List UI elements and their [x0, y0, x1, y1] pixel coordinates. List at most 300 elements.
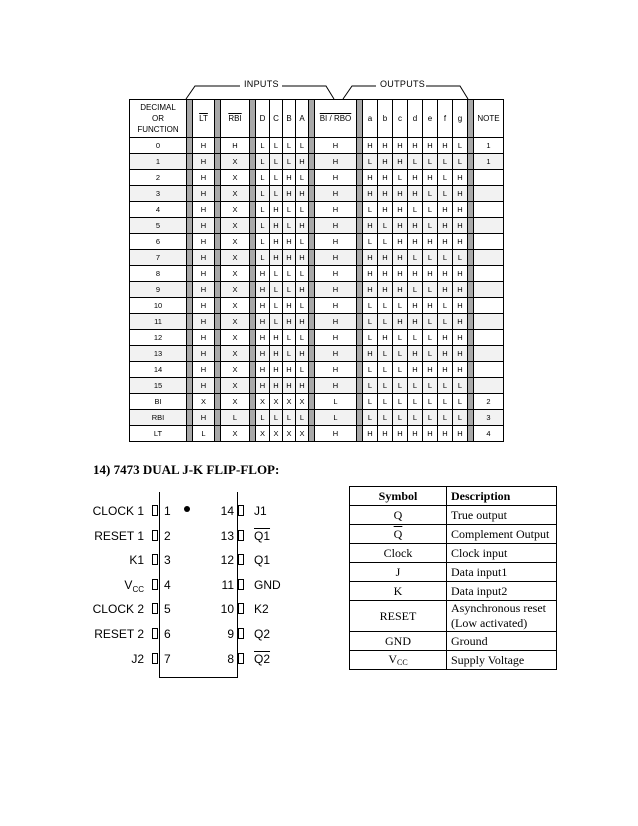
cell-note	[474, 234, 504, 250]
table-row	[130, 314, 504, 330]
cell-g-out: H	[453, 266, 468, 282]
cell-c: H	[270, 250, 283, 266]
cell-g-out: L	[453, 154, 468, 170]
cell-c: X	[270, 394, 283, 410]
cell-b: L	[283, 138, 296, 154]
cell-rbi: X	[221, 154, 250, 170]
cell-lt: H	[193, 234, 215, 250]
table-row	[130, 154, 504, 170]
cell-rbi: X	[221, 266, 250, 282]
cell-c: L	[270, 154, 283, 170]
description-cell: Ground	[447, 632, 557, 651]
col-decimal-header	[130, 100, 187, 138]
cell-d-out: H	[408, 234, 423, 250]
cell-e-out: L	[423, 250, 438, 266]
cell-b-out: L	[378, 234, 393, 250]
cell-c-out: H	[393, 266, 408, 282]
cell-a: L	[296, 298, 309, 314]
cell-c-out: L	[393, 346, 408, 362]
cell-c-out: L	[393, 330, 408, 346]
cell-d: X	[256, 426, 270, 442]
cell-rbi: L	[221, 410, 250, 426]
cell-c: H	[270, 330, 283, 346]
cell-g-out: H	[453, 170, 468, 186]
col-e-out-header: e	[423, 100, 438, 138]
cell-d-out: H	[408, 362, 423, 378]
symbol-cell	[350, 563, 447, 582]
col-a-header: A	[296, 100, 309, 138]
cell-decimal: 4	[130, 202, 187, 218]
cell-a-out: H	[363, 186, 378, 202]
description-cell: Data input1	[447, 563, 557, 582]
cell-f-out: L	[438, 298, 453, 314]
cell-e-out: L	[423, 378, 438, 394]
cell-a-out: L	[363, 314, 378, 330]
cell-c: H	[270, 362, 283, 378]
cell-b: L	[283, 202, 296, 218]
cell-c: L	[270, 138, 283, 154]
cell-d: H	[256, 362, 270, 378]
cell-b: L	[283, 154, 296, 170]
cell-a-out: H	[363, 266, 378, 282]
cell-f-out: L	[438, 170, 453, 186]
table-row	[130, 394, 504, 410]
cell-b-out: H	[378, 186, 393, 202]
cell-c-out: H	[393, 186, 408, 202]
cell-d: H	[256, 378, 270, 394]
cell-d-out: H	[408, 314, 423, 330]
cell-g-out: H	[453, 298, 468, 314]
cell-lt: H	[193, 202, 215, 218]
cell-note: 4	[474, 426, 504, 442]
table-row	[350, 544, 557, 563]
cell-bi-rbo: H	[315, 330, 357, 346]
pin-lead	[238, 653, 244, 664]
cell-g-out: L	[453, 410, 468, 426]
cell-e-out: L	[423, 202, 438, 218]
cell-a-out: H	[363, 218, 378, 234]
cell-d: L	[256, 170, 270, 186]
cell-a-out: H	[363, 250, 378, 266]
section-heading: 14) 7473 DUAL J-K FLIP-FLOP:	[93, 462, 280, 477]
cell-f-out: L	[438, 394, 453, 410]
cell-c-out: H	[393, 282, 408, 298]
table-row	[130, 266, 504, 282]
table-row	[350, 525, 557, 544]
pin-lead	[238, 530, 244, 541]
io-group-brackets	[0, 0, 638, 100]
cell-a: L	[296, 330, 309, 346]
pin-name-text: CLOCK 2	[92, 602, 144, 617]
cell-note	[474, 330, 504, 346]
cell-bi-rbo: H	[315, 378, 357, 394]
table-row	[130, 234, 504, 250]
pin-name-text: RESET 1	[94, 528, 144, 543]
cell-rbi: H	[221, 138, 250, 154]
cell-b-out: H	[378, 250, 393, 266]
cell-a: H	[296, 154, 309, 170]
cell-f-out: H	[438, 426, 453, 442]
cell-a: X	[296, 426, 309, 442]
cell-a-out: L	[363, 298, 378, 314]
cell-d-out: H	[408, 186, 423, 202]
cell-d: L	[256, 234, 270, 250]
cell-bi-rbo: H	[315, 282, 357, 298]
cell-g-out: H	[453, 362, 468, 378]
cell-note: 2	[474, 394, 504, 410]
cell-decimal: BI	[130, 394, 187, 410]
pin-lead	[238, 554, 244, 565]
cell-d: L	[256, 138, 270, 154]
description-cell: Clock input	[447, 544, 557, 563]
pin-number: 4	[164, 577, 171, 592]
cell-d-out: L	[408, 202, 423, 218]
cell-b: L	[283, 218, 296, 234]
cell-b-out: H	[378, 138, 393, 154]
cell-b-out: L	[378, 378, 393, 394]
cell-d-out: L	[408, 378, 423, 394]
cell-rbi: X	[221, 394, 250, 410]
cell-b-out: H	[378, 154, 393, 170]
cell-a-out: L	[363, 330, 378, 346]
symbol-subscript: CC	[397, 658, 408, 667]
pin-name-text: CLOCK 1	[92, 504, 144, 518]
cell-a-out: L	[363, 362, 378, 378]
cell-note	[474, 186, 504, 202]
table-row	[130, 426, 504, 442]
pin-number: 6	[164, 627, 171, 641]
cell-c-out: L	[393, 410, 408, 426]
cell-b: L	[283, 266, 296, 282]
cell-a: L	[296, 170, 309, 186]
cell-f-out: H	[438, 202, 453, 218]
cell-e-out: L	[423, 154, 438, 170]
cell-note	[474, 266, 504, 282]
cell-note: 1	[474, 138, 504, 154]
pin-number: 2	[164, 528, 171, 543]
cell-a: L	[296, 202, 309, 218]
pin-name-text: V	[124, 577, 133, 592]
cell-rbi: X	[221, 202, 250, 218]
cell-f-out: H	[438, 346, 453, 362]
table-row	[130, 202, 504, 218]
cell-b: H	[283, 234, 296, 250]
pin-number: 3	[164, 553, 171, 568]
cell-bi-rbo: H	[315, 250, 357, 266]
col-d-out-header: d	[408, 100, 423, 138]
description-cell: Complement Output	[447, 525, 557, 544]
cell-rbi: X	[221, 426, 250, 442]
table-row	[130, 282, 504, 298]
pin-name-text: RESET 2	[94, 627, 144, 641]
cell-c: L	[270, 170, 283, 186]
cell-a-out: L	[363, 410, 378, 426]
cell-bi-rbo: H	[315, 138, 357, 154]
cell-lt: H	[193, 298, 215, 314]
pin-number: 13	[220, 528, 234, 543]
cell-b: X	[283, 394, 296, 410]
cell-lt: H	[193, 314, 215, 330]
cell-e-out: L	[423, 410, 438, 426]
col-bi-rbo-header: BI / RBO	[315, 100, 357, 138]
cell-e-out: L	[423, 314, 438, 330]
bcd-7seg-truth-table	[129, 99, 504, 442]
cell-b-out: L	[378, 314, 393, 330]
cell-c-out: H	[393, 314, 408, 330]
col-decimal-line2: OR	[152, 114, 164, 123]
cell-c: H	[270, 202, 283, 218]
cell-c: H	[270, 346, 283, 362]
symbol-text: GND	[385, 633, 411, 648]
col-b-out-header: b	[378, 100, 393, 138]
pin-row-right	[90, 650, 290, 668]
cell-b-out: H	[378, 170, 393, 186]
col-decimal-line3: FUNCTION	[137, 125, 179, 134]
cell-lt: H	[193, 282, 215, 298]
cell-b: H	[283, 378, 296, 394]
table-row	[130, 138, 504, 154]
cell-f-out: H	[438, 362, 453, 378]
cell-c: L	[270, 266, 283, 282]
cell-lt: H	[193, 170, 215, 186]
table-row	[130, 170, 504, 186]
cell-d-out: H	[408, 346, 423, 362]
pin-number: 11	[221, 577, 234, 592]
symbol-text: $\overline{Q}$	[393, 526, 403, 541]
cell-lt: H	[193, 138, 215, 154]
cell-lt: H	[193, 154, 215, 170]
cell-decimal: RBI	[130, 410, 187, 426]
cell-d-out: H	[408, 170, 423, 186]
cell-c-out: L	[393, 378, 408, 394]
cell-d: H	[256, 330, 270, 346]
cell-bi-rbo: H	[315, 362, 357, 378]
cell-d-out: L	[408, 394, 423, 410]
cell-b: L	[283, 330, 296, 346]
cell-d: L	[256, 186, 270, 202]
cell-e-out: L	[423, 282, 438, 298]
col-f-out-header: f	[438, 100, 453, 138]
cell-f-out: L	[438, 186, 453, 202]
cell-a: H	[296, 282, 309, 298]
symbol-text: RESET	[379, 608, 417, 623]
cell-g-out: H	[453, 218, 468, 234]
pin-lead	[238, 505, 244, 516]
pin-row-right	[90, 502, 290, 520]
pin-number: 10	[220, 602, 234, 617]
symbol-cell	[350, 544, 447, 563]
col-a-out-header: a	[363, 100, 378, 138]
pin-name-text: J2	[131, 651, 144, 666]
cell-a-out: L	[363, 154, 378, 170]
cell-d-out: L	[408, 410, 423, 426]
cell-a: L	[296, 362, 309, 378]
cell-decimal: 5	[130, 218, 187, 234]
cell-c-out: H	[393, 250, 408, 266]
cell-note	[474, 298, 504, 314]
cell-e-out: H	[423, 298, 438, 314]
cell-c: L	[270, 410, 283, 426]
cell-bi-rbo: H	[315, 234, 357, 250]
cell-note	[474, 282, 504, 298]
cell-f-out: H	[438, 138, 453, 154]
cell-lt: H	[193, 410, 215, 426]
cell-c-out: L	[393, 170, 408, 186]
cell-note	[474, 218, 504, 234]
pin-name: K2	[254, 602, 269, 617]
cell-a-out: L	[363, 202, 378, 218]
table-row	[350, 632, 557, 651]
cell-g-out: H	[453, 282, 468, 298]
pin-row-right	[90, 600, 290, 618]
cell-e-out: L	[423, 218, 438, 234]
symbol-cell	[350, 651, 447, 670]
cell-c: L	[270, 282, 283, 298]
col-c-header: C	[270, 100, 283, 138]
cell-rbi: X	[221, 298, 250, 314]
cell-b: H	[283, 314, 296, 330]
cell-g-out: H	[453, 314, 468, 330]
cell-d: L	[256, 154, 270, 170]
cell-c-out: H	[393, 202, 408, 218]
cell-bi-rbo: H	[315, 186, 357, 202]
cell-lt: H	[193, 218, 215, 234]
pin-name-subscript: CC	[132, 584, 144, 594]
description-cell: Supply Voltage	[447, 651, 557, 670]
cell-a: L	[296, 138, 309, 154]
cell-b: L	[283, 410, 296, 426]
table-row	[130, 410, 504, 426]
cell-g-out: H	[453, 330, 468, 346]
cell-decimal: 12	[130, 330, 187, 346]
cell-note	[474, 170, 504, 186]
cell-d-out: L	[408, 282, 423, 298]
cell-lt: H	[193, 266, 215, 282]
ic-7473-pinout-diagram	[90, 496, 290, 676]
cell-bi-rbo: H	[315, 426, 357, 442]
cell-note	[474, 202, 504, 218]
cell-e-out: H	[423, 234, 438, 250]
cell-a-out: H	[363, 170, 378, 186]
cell-decimal: 0	[130, 138, 187, 154]
cell-g-out: H	[453, 186, 468, 202]
cell-rbi: X	[221, 378, 250, 394]
cell-a-out: H	[363, 138, 378, 154]
description-cell: Asynchronous reset (Low activated)	[447, 601, 557, 632]
pin-lead	[238, 628, 244, 639]
cell-bi-rbo: H	[315, 298, 357, 314]
description-cell: True output	[447, 506, 557, 525]
table-row	[350, 651, 557, 670]
pin-number: 14	[220, 504, 234, 518]
cell-d-out: H	[408, 266, 423, 282]
cell-note	[474, 362, 504, 378]
cell-c-out: L	[393, 362, 408, 378]
cell-b-out: H	[378, 282, 393, 298]
cell-g-out: H	[453, 346, 468, 362]
cell-lt: H	[193, 378, 215, 394]
pin-row-right	[90, 527, 290, 545]
cell-decimal: 11	[130, 314, 187, 330]
cell-a: H	[296, 346, 309, 362]
col-decimal-line1: DECIMAL	[140, 103, 176, 112]
cell-lt: H	[193, 186, 215, 202]
cell-bi-rbo: H	[315, 266, 357, 282]
inputs-group-label: INPUTS	[244, 79, 279, 89]
cell-b-out: L	[378, 362, 393, 378]
table-row	[130, 330, 504, 346]
truth-table-body	[130, 138, 504, 442]
cell-f-out: L	[438, 378, 453, 394]
cell-g-out: L	[453, 378, 468, 394]
cell-rbi: X	[221, 282, 250, 298]
cell-e-out: H	[423, 170, 438, 186]
cell-e-out: H	[423, 266, 438, 282]
table-row	[130, 298, 504, 314]
col-lt-header: $\overline{LT}$	[193, 100, 215, 138]
cell-lt: X	[193, 394, 215, 410]
cell-bi-rbo: L	[315, 410, 357, 426]
col-b-header: B	[283, 100, 296, 138]
cell-c: L	[270, 314, 283, 330]
cell-b-out: L	[378, 346, 393, 362]
table-row	[130, 250, 504, 266]
cell-b: L	[283, 282, 296, 298]
cell-a: X	[296, 394, 309, 410]
cell-bi-rbo: H	[315, 314, 357, 330]
symbol-text: Q	[393, 507, 403, 522]
cell-bi-rbo: H	[315, 154, 357, 170]
table-row	[350, 601, 557, 632]
cell-d-out: H	[408, 218, 423, 234]
cell-d: X	[256, 394, 270, 410]
cell-lt: H	[193, 330, 215, 346]
cell-d: H	[256, 282, 270, 298]
cell-a-out: L	[363, 394, 378, 410]
cell-rbi: X	[221, 170, 250, 186]
cell-a: H	[296, 218, 309, 234]
cell-a-out: H	[363, 426, 378, 442]
cell-a-out: L	[363, 234, 378, 250]
symbol-cell	[350, 525, 447, 544]
cell-decimal: 9	[130, 282, 187, 298]
cell-c: H	[270, 234, 283, 250]
cell-lt: H	[193, 362, 215, 378]
cell-b-out: H	[378, 202, 393, 218]
cell-g-out: L	[453, 138, 468, 154]
cell-a: H	[296, 186, 309, 202]
col-rbi-header: $\overline{RBI}$	[221, 100, 250, 138]
cell-note: 1	[474, 154, 504, 170]
pin-name: Q1	[254, 528, 271, 543]
symbol-cell	[350, 601, 447, 632]
col-d-header: D	[256, 100, 270, 138]
cell-f-out: H	[438, 218, 453, 234]
cell-d-out: L	[408, 250, 423, 266]
cell-rbi: X	[221, 346, 250, 362]
signal-description-table	[349, 486, 557, 670]
cell-d: L	[256, 250, 270, 266]
table-row	[130, 346, 504, 362]
cell-d-out: H	[408, 298, 423, 314]
cell-d: H	[256, 298, 270, 314]
pin-lead	[238, 579, 244, 590]
cell-note	[474, 346, 504, 362]
cell-note	[474, 378, 504, 394]
signal-table-body	[350, 506, 557, 670]
cell-f-out: H	[438, 330, 453, 346]
pin-lead	[238, 603, 244, 614]
